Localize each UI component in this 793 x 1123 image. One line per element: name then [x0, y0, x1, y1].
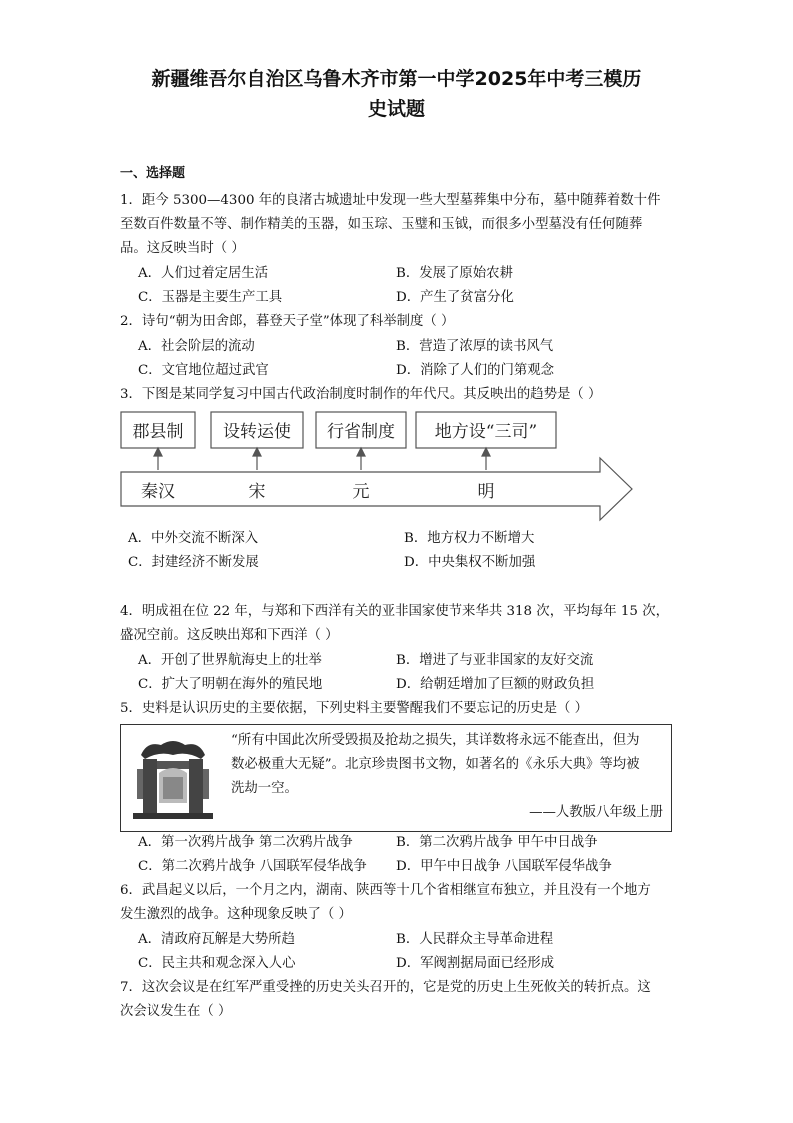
q4-line-1: 4．明成祖在位 22 年，与郑和下西洋有关的亚非国家使节来华共 318 次，平均每年 15 次，: [120, 604, 669, 619]
q5-option-a: A．第一次鸦片战争 第二次鸦片战争: [138, 835, 353, 850]
timeline-box-2-label: 设转运使: [223, 422, 291, 442]
timeline-box-3-label: 行省制度: [327, 422, 395, 442]
q2-option-c: C．文官地位超过武官: [138, 363, 269, 378]
title-line-2: 史试题: [367, 98, 425, 120]
q6-option-b: B．人民群众主导革命进程: [396, 932, 554, 947]
timeline-box-1-label: 郡县制: [132, 422, 184, 442]
q5-option-d: D．甲午中日战争 八国联军侵华战争: [396, 859, 612, 874]
timeline-box-1: [121, 412, 195, 448]
q1-line-1: 1．距今 5300—4300 年的良渚古城遗址中发现一些大型墓葬集中分布，墓中随葬着数十件: [120, 193, 661, 208]
q3-option-a: A．中外交流不断深入: [128, 531, 259, 546]
q5-quote-line-1: “所有中国此次所受毁损及抢劫之损失，其详数将永远不能查出，但为: [231, 733, 640, 748]
timeline-pointer-arrows: [154, 448, 490, 470]
q4-line-2: 盛况空前。这反映出郑和下西洋（ ）: [120, 628, 339, 643]
q3-line-1: 3．下图是某同学复习中国古代政治制度时制作的年代尺。其反映出的趋势是（ ）: [120, 387, 602, 402]
q3-option-c: C．封建经济不断发展: [128, 555, 259, 570]
q1-line-3: 品。这反映当时（ ）: [120, 241, 245, 256]
timeline-era-1: 秦汉: [141, 482, 175, 502]
ruins-illustration-icon: [127, 733, 219, 825]
q5-quote-line-2: 数必极重大无疑”。北京珍贵图书文物，如著名的《永乐大典》等均被: [231, 757, 640, 772]
q4-option-c: C．扩大了明朝在海外的殖民地: [138, 677, 323, 692]
q4-option-d: D．给朝廷增加了巨额的财政负担: [396, 677, 595, 692]
q2-option-b: B．营造了浓厚的读书风气: [396, 339, 554, 354]
q4-option-b: B．增进了与亚非国家的友好交流: [396, 653, 594, 668]
exam-title: [100, 64, 693, 124]
timeline-box-4-label: 地方设“三司”: [434, 422, 538, 442]
q5-line-1: 5．史料是认识历史的主要依据，下列史料主要警醒我们不要忘记的历史是（ ）: [120, 701, 589, 716]
timeline-box-3: [316, 412, 406, 448]
q1-option-c: C．玉器是主要生产工具: [138, 290, 283, 305]
q6-line-2: 发生激烈的战争。这种现象反映了（ ）: [120, 907, 352, 922]
timeline-ruler: [120, 410, 640, 530]
timeline-box-4: [416, 412, 556, 448]
q2-option-d: D．消除了人们的门第观念: [396, 363, 555, 378]
q4-option-a: A．开创了世界航海史上的壮举: [138, 653, 322, 668]
timeline-era-4: 明: [477, 482, 495, 502]
section-heading: 一、选择题: [120, 166, 186, 181]
q1-option-a: A．人们过着定居生活: [138, 266, 269, 281]
timeline-arrow-bar: [121, 458, 632, 520]
timeline-box-2: [211, 412, 303, 448]
timeline-era-3: 元: [352, 482, 370, 502]
q1-option-b: B．发展了原始农耕: [396, 266, 513, 281]
q2-option-a: A．社会阶层的流动: [138, 339, 255, 354]
q7-line-1: 7．这次会议是在红军严重受挫的历史关头召开的，它是党的历史上生死攸关的转折点。这: [120, 980, 651, 995]
title-line-1: 新疆维吾尔自治区乌鲁木齐市第一中学2025年中考三模历: [151, 68, 642, 90]
timeline-ruler-graphic: [120, 410, 640, 530]
q2-line-1: 2．诗句“朝为田舍郎，暮登天子堂”体现了科举制度（ ）: [120, 314, 455, 329]
q6-option-a: A．清政府瓦解是大势所趋: [138, 932, 295, 947]
q6-line-1: 6．武昌起义以后，一个月之内，湖南、陕西等十几个省相继宣布独立，并且没有一个地方: [120, 883, 651, 898]
q1-line-2: 至数百件数量不等、制作精美的玉器，如玉琮、玉璧和玉钺，而很多小型墓没有任何随葬: [120, 217, 643, 232]
q6-option-c: C．民主共和观念深入人心: [138, 956, 296, 971]
q5-quote-line-3: 洗劫一空。: [231, 781, 298, 796]
q5-option-b: B．第二次鸦片战争 甲午中日战争: [396, 835, 598, 850]
q3-option-b: B．地方权力不断增大: [404, 531, 535, 546]
q1-option-d: D．产生了贫富分化: [396, 290, 514, 305]
q5-option-c: C．第二次鸦片战争 八国联军侵华战争: [138, 859, 367, 874]
q6-option-d: D．军阀割据局面已经形成: [396, 956, 555, 971]
q5-source-box: [120, 724, 672, 832]
q7-line-2: 次会议发生在（ ）: [120, 1004, 232, 1019]
q3-option-d: D．中央集权不断加强: [404, 555, 536, 570]
timeline-era-2: 宋: [248, 482, 266, 502]
q5-quote-source: ——人教版八年级上册: [529, 805, 663, 820]
